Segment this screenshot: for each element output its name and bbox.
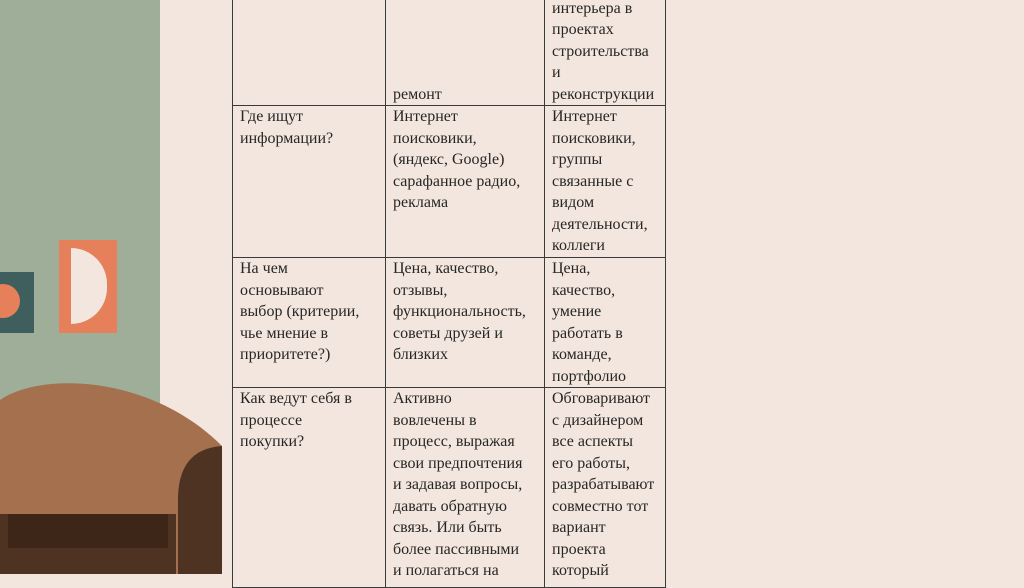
armchair-illustration — [0, 0, 240, 574]
table-cell — [233, 0, 386, 106]
table-cell: Активно вовлечены в процесс, выражая свои предпочтения и задавая вопросы, давать обратную связь. Или быть более пассивными и полагаться на — [386, 388, 545, 588]
table-row — [233, 0, 666, 106]
table-cell: Где ищут информации? — [233, 106, 386, 258]
table-cell: ремонт — [386, 0, 545, 106]
table-body — [233, 0, 666, 588]
table-cell: Обговаривают с дизайнером все аспекты его работы, разрабатывают совместно тот вариант проекта который — [545, 388, 666, 588]
table-cell: Интернет поисковики, группы связанные с видом деятельности, коллеги — [545, 106, 666, 258]
table-row — [233, 388, 666, 588]
table-cell: Как ведут себя в процессе покупки? — [233, 388, 386, 588]
table-row — [233, 258, 666, 388]
armchair-cushion — [8, 514, 168, 548]
table-cell: На чем основывают выбор (критерии, чье мнение в приоритете?) — [233, 258, 386, 388]
table-cell: интерьера в проектах строительства и реконструкции — [545, 0, 666, 106]
audience-comparison-table — [232, 0, 666, 588]
table-cell: Цена, качество, умение работать в команде, портфолио — [545, 258, 666, 388]
table-cell: Интернет поисковики, (яндекс, Google) сарафанное радио, реклама — [386, 106, 545, 258]
table-row — [233, 106, 666, 258]
table-cell: Цена, качество, отзывы, функциональность, советы друзей и близких — [386, 258, 545, 388]
